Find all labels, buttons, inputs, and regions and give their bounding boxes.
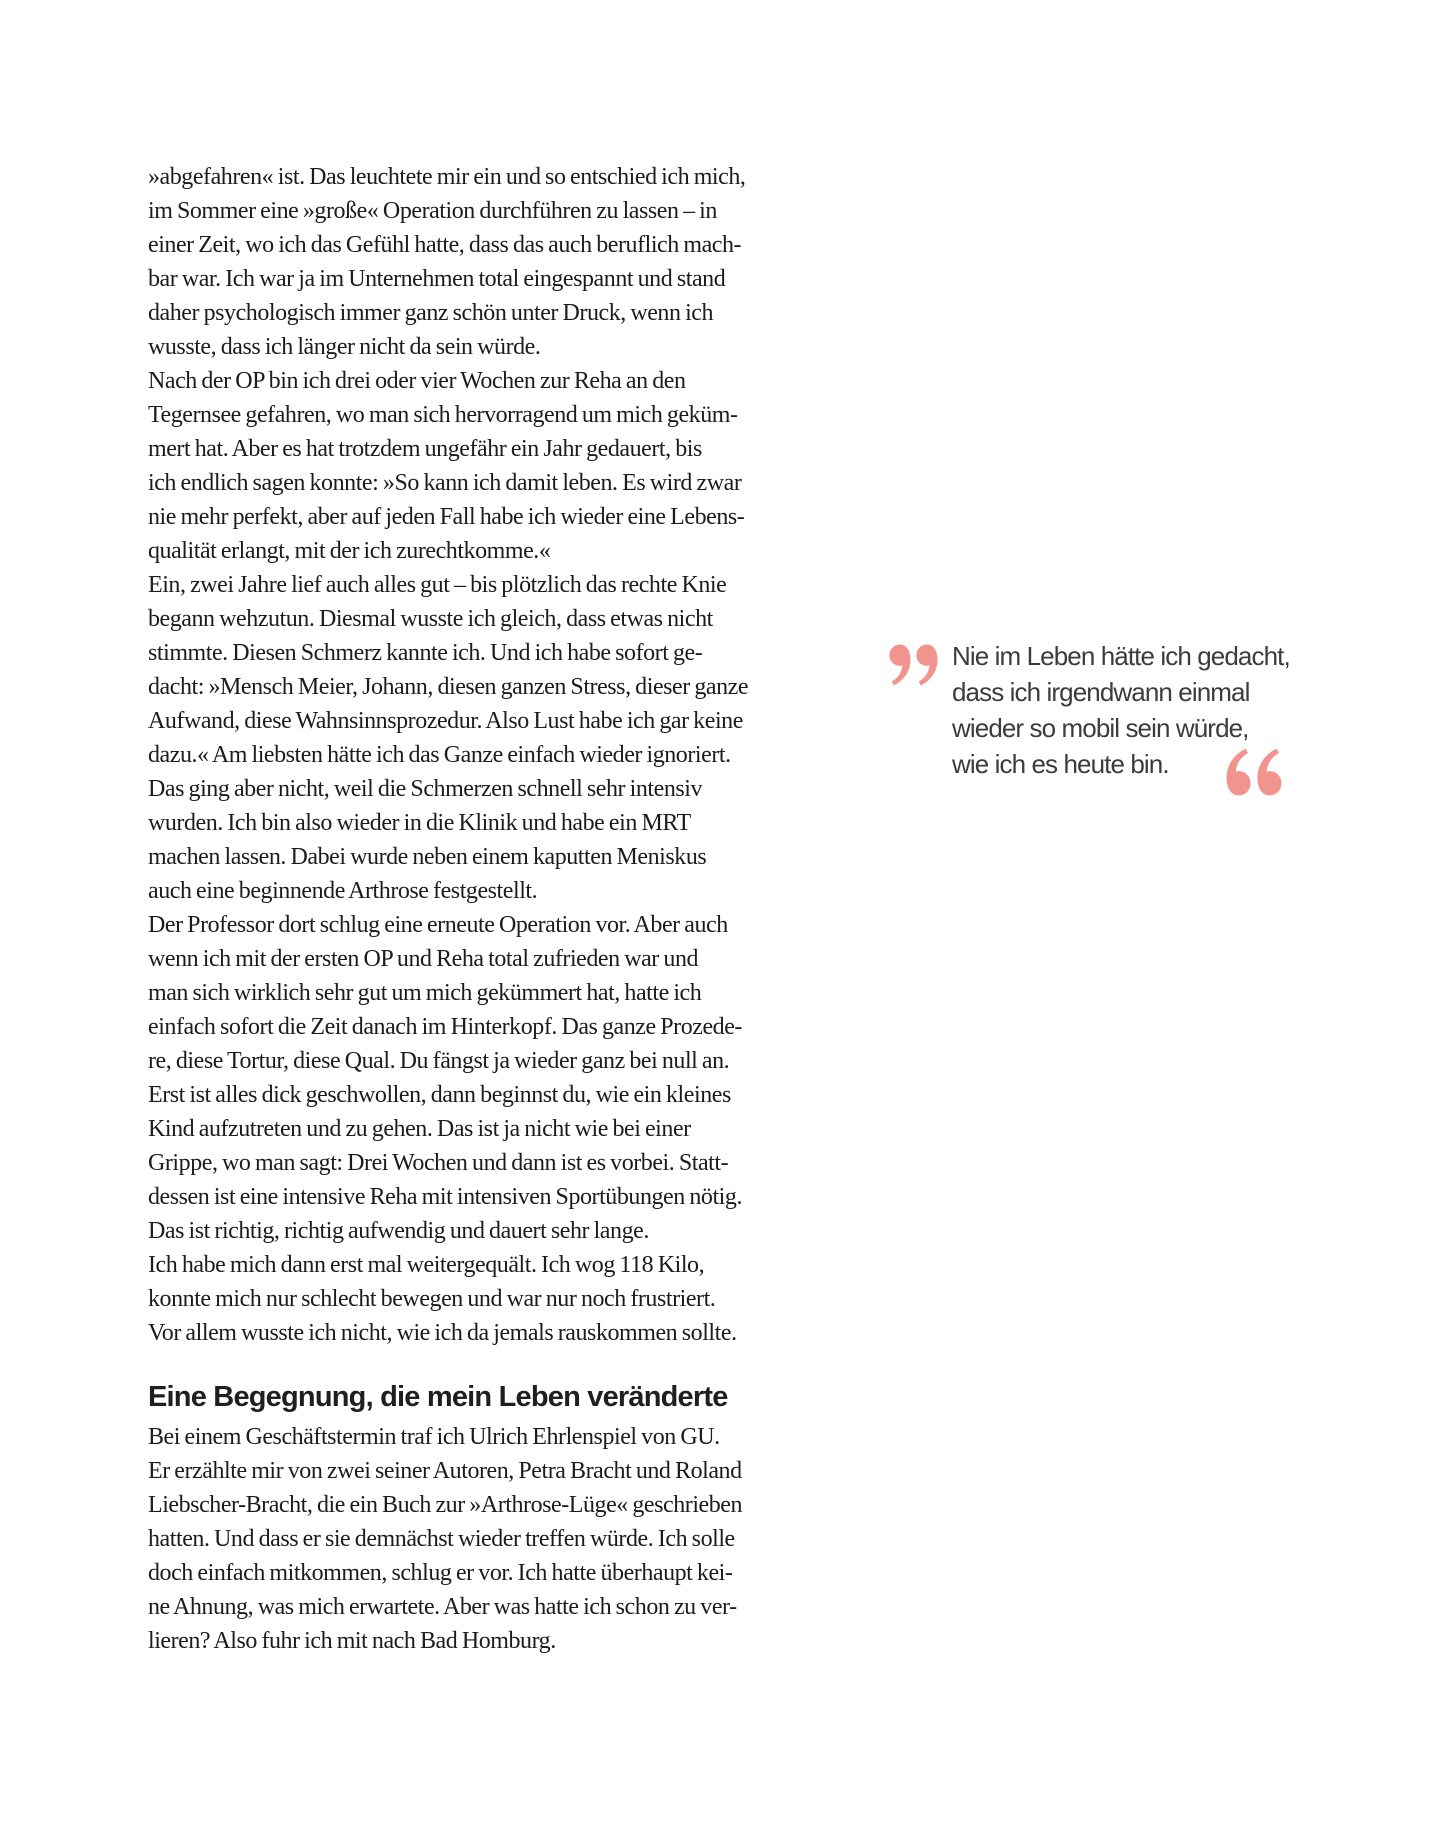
body-text-line: Kind aufzutreten und zu gehen. Das ist ja nicht wie bei einer	[148, 1116, 691, 1142]
body-text-line: auch eine beginnende Arthrose festgestellt.	[148, 878, 538, 904]
body-text-line: hatten. Und dass er sie demnächst wieder treffen würde. Ich solle	[148, 1526, 735, 1552]
body-text-line: bar war. Ich war ja im Unternehmen total eingespannt und stand	[148, 266, 726, 292]
body-text-line: ich endlich sagen konnte: »So kann ich damit leben. Es wird zwar	[148, 470, 742, 496]
body-text-line: konnte mich nur schlecht bewegen und war nur noch frustriert.	[148, 1286, 716, 1312]
body-text-line: ne Ahnung, was mich erwartete. Aber was hatte ich schon zu ver-	[148, 1594, 737, 1620]
body-text-line: Der Professor dort schlug eine erneute Operation vor. Aber auch	[148, 912, 728, 938]
body-text-line: Grippe, wo man sagt: Drei Wochen und dann ist es vorbei. Statt-	[148, 1150, 729, 1176]
body-text-line: stimmte. Diesen Schmerz kannte ich. Und ich habe sofort ge-	[148, 640, 703, 666]
body-text-line: Vor allem wusste ich nicht, wie ich da jemals rauskommen sollte.	[148, 1320, 737, 1346]
body-text-line: Aufwand, diese Wahnsinnsprozedur. Also Lust habe ich gar keine	[148, 708, 743, 734]
pull-quote-line: wie ich es heute bin.	[952, 749, 1169, 779]
body-text-line: begann wehzutun. Diesmal wusste ich gleich, dass etwas nicht	[148, 606, 713, 632]
body-text-line: Das ist richtig, richtig aufwendig und dauert sehr lange.	[148, 1218, 649, 1244]
close-quote-icon	[1226, 748, 1282, 796]
body-text-line: dacht: »Mensch Meier, Johann, diesen ganzen Stress, dieser ganze	[148, 674, 749, 700]
body-text-line: lieren? Also fuhr ich mit nach Bad Homburg.	[148, 1628, 556, 1654]
body-paragraph	[148, 1248, 908, 1350]
body-text-line: im Sommer eine »große« Operation durchführen zu lassen – in	[148, 198, 717, 224]
body-text-line: dessen ist eine intensive Reha mit intensiven Sportübungen nötig.	[148, 1184, 742, 1210]
body-paragraph	[148, 568, 908, 908]
body-text-line: wenn ich mit der ersten OP und Reha total zufrieden war und	[148, 946, 699, 972]
body-paragraph	[148, 908, 908, 1248]
body-text-line: re, diese Tortur, diese Qual. Du fängst ja wieder ganz bei null an.	[148, 1048, 730, 1074]
body-text-line: doch einfach mitkommen, schlug er vor. Ich hatte überhaupt kei-	[148, 1560, 733, 1586]
body-text-line: »abgefahren« ist. Das leuchtete mir ein und so entschied ich mich,	[148, 164, 746, 190]
body-paragraph	[148, 160, 908, 364]
body-text-line: Bei einem Geschäftstermin traf ich Ulrich Ehrlenspiel von GU.	[148, 1424, 720, 1450]
body-text-line: man sich wirklich sehr gut um mich gekümmert hat, hatte ich	[148, 980, 702, 1006]
body-text-column	[148, 160, 908, 1658]
body-text-line: machen lassen. Dabei wurde neben einem kaputten Meniskus	[148, 844, 707, 870]
body-text-line: wurden. Ich bin also wieder in die Klinik und habe ein MRT	[148, 810, 691, 836]
body-text-line: nie mehr perfekt, aber auf jeden Fall habe ich wieder eine Lebens-	[148, 504, 745, 530]
body-text-line: wusste, dass ich länger nicht da sein würde.	[148, 334, 541, 360]
body-text-line: Ich habe mich dann erst mal weitergequält. Ich wog 118 Kilo,	[148, 1252, 705, 1278]
pull-quote-line: dass ich irgendwann einmal	[952, 677, 1250, 707]
pull-quote-line: Nie im Leben hätte ich gedacht,	[952, 641, 1290, 671]
body-text-line: Erst ist alles dick geschwollen, dann beginnst du, wie ein kleines	[148, 1082, 731, 1108]
body-text-line: Nach der OP bin ich drei oder vier Wochen zur Reha an den	[148, 368, 686, 394]
body-text-line: Liebscher-Bracht, die ein Buch zur »Arthrose-Lüge« geschrieben	[148, 1492, 743, 1518]
body-text-line: Das ging aber nicht, weil die Schmerzen schnell sehr intensiv	[148, 776, 703, 802]
body-text-line: einfach sofort die Zeit danach im Hinterkopf. Das ganze Prozede-	[148, 1014, 742, 1040]
section-heading: Eine Begegnung, die mein Leben veränderte	[148, 1381, 728, 1413]
body-text-line: einer Zeit, wo ich das Gefühl hatte, dass das auch beruflich mach-	[148, 232, 742, 258]
body-text-line: dazu.« Am liebsten hätte ich das Ganze einfach wieder ignoriert.	[148, 742, 731, 768]
body-paragraph	[148, 1420, 908, 1658]
body-text-line: Tegernsee gefahren, wo man sich hervorragend um mich geküm-	[148, 402, 738, 428]
body-text-line: Er erzählte mir von zwei seiner Autoren, Petra Bracht und Roland	[148, 1458, 742, 1484]
body-text-line: mert hat. Aber es hat trotzdem ungefähr ein Jahr gedauert, bis	[148, 436, 702, 462]
pull-quote-line: wieder so mobil sein würde,	[952, 713, 1249, 743]
body-text-line: daher psychologisch immer ganz schön unter Druck, wenn ich	[148, 300, 714, 326]
body-text-line: qualität erlangt, mit der ich zurechtkomme.«	[148, 538, 551, 564]
body-paragraph	[148, 364, 908, 568]
body-text-line: Ein, zwei Jahre lief auch alles gut – bis plötzlich das rechte Knie	[148, 572, 727, 598]
open-quote-icon	[889, 644, 938, 686]
